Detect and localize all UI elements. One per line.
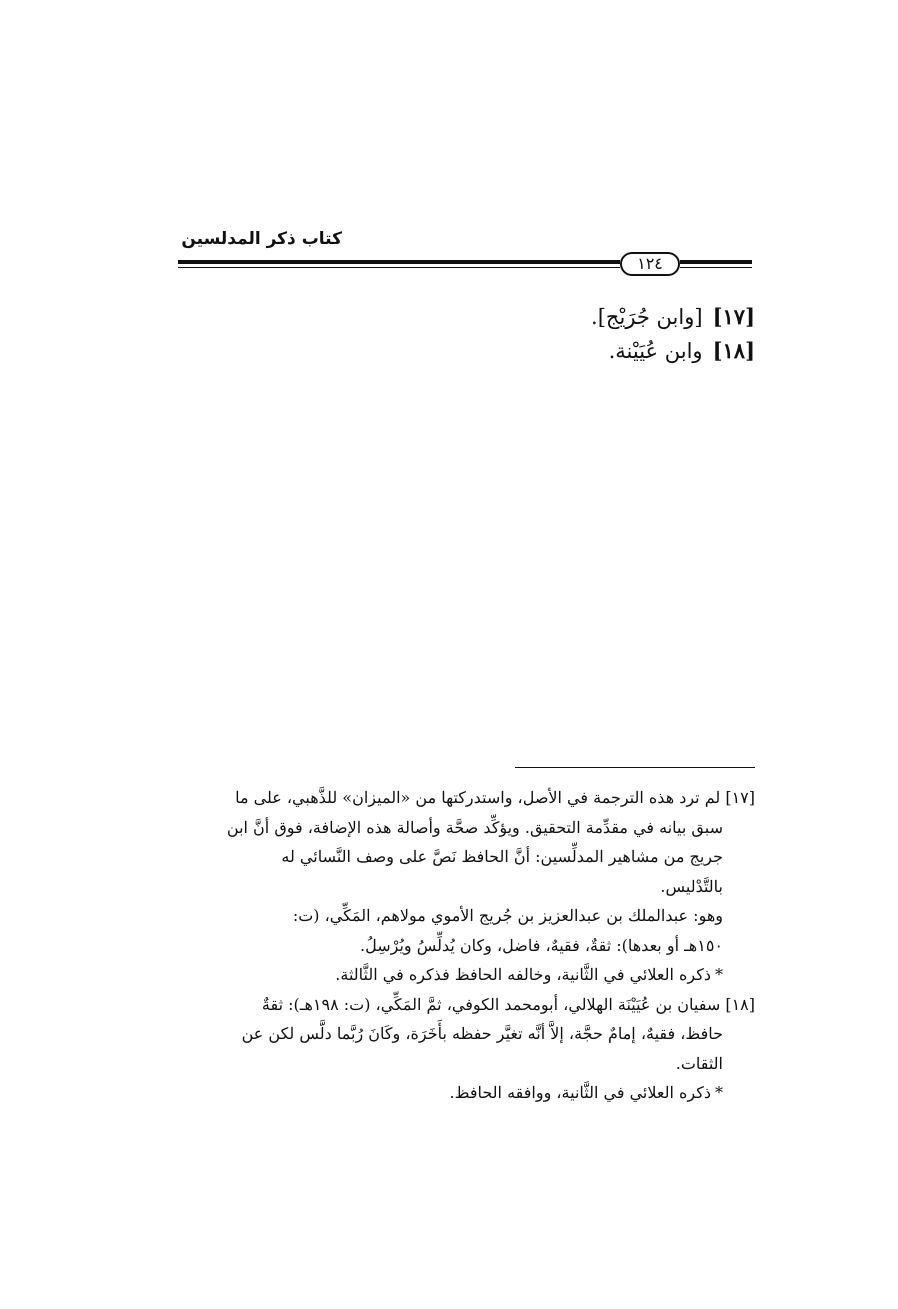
footnote-note-text: ذكره العلائي في الثَّانية، وخالفه الحافظ فذكره في الثَّالثة. [335,965,711,984]
footnote-line: ١٥٠هـ أو بعدها): ثقةٌ، فقيهٌ، فاضل، وكان يُدلِّسُ ويُرْسِلُ. [360,935,723,955]
header-rule-left-thick [178,260,620,264]
entry-number: [١٨] [712,338,755,363]
footnote-17 [160,783,755,990]
entry-number: [١٧] [712,304,755,329]
star-icon: * [715,965,723,984]
footnote-note [160,960,755,990]
footnote-line: جريج من مشاهير المدلِّسين: أنَّ الحافظ نَصَّ على وصف النَّسائي له [281,847,723,866]
running-header-title: كتاب ذكر المدلسين [181,229,342,249]
footnote-line: [١٨] سفيان بن عُيَيْنَة الهلالي، أبومحمد الكوفي، ثمَّ المَكِّي، (ت: ١٩٨هـ): ثقةٌ [261,994,755,1014]
footnote-note [160,1078,755,1108]
footnote-line: الثقات. [675,1053,723,1073]
main-entry-18 [400,334,755,368]
footnote-line: وهو: عبدالملك بن عبدالعزيز بن جُريج الأموي مولاهم، المَكِّي، (ت: [292,906,723,925]
entry-text: وابن عُيَيْنة. [608,339,703,363]
footnote-line: [١٧] لم ترد هذه الترجمة في الأصل، واستدركتها من «الميزان» للذَّهبي، على ما [235,788,755,807]
footnotes [160,783,755,1108]
entry-text: [وابن جُرَيْج]. [591,305,703,329]
footnote-line: حافظ، فقيهٌ، إمامٌ حجَّة، إلاَّ أنَّه تغيَّر حفظه بأَخَرَة، وكَانَ رُبَّما دلَّس لكن عن [241,1024,723,1043]
header-rule-left-thin [178,267,620,268]
header-rule-right-thick [680,260,752,264]
header-rule-right-thin [680,267,752,268]
page-number: ١٢٤ [620,252,680,276]
footnote-note-text: ذكره العلائي في الثَّانية، ووافقه الحافظ. [449,1083,711,1102]
star-icon: * [715,1083,723,1102]
footnote-separator [515,767,755,768]
footnote-line: بالتَّدْليس. [660,876,723,896]
main-entry-17 [400,300,755,334]
footnote-line: سبق بيانه في مقدِّمة التحقيق. ويؤكِّد صحَّة وأصالة هذه الإضافة، فوق أنَّ ابن [226,817,723,837]
footnote-18 [160,990,755,1108]
main-entries [400,300,755,368]
